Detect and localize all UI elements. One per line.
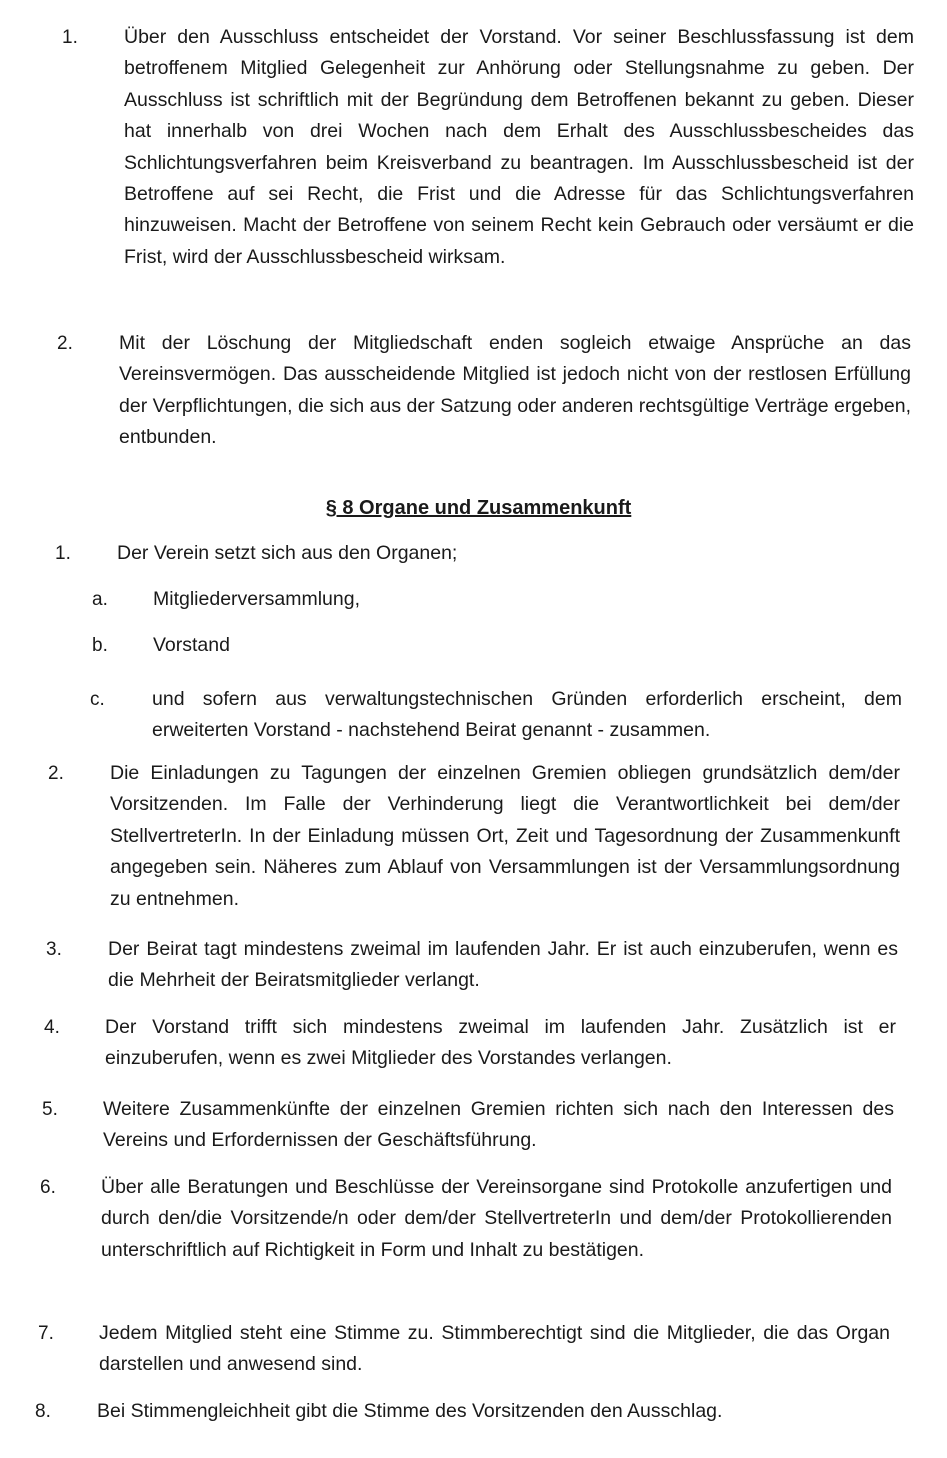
list-item (62, 22, 914, 273)
item-text: Über den Ausschluss entscheidet der Vorstand. Vor seiner Beschlussfassung ist dem betroffenem Mitglied Gelegenheit zur Anhörung oder Stellungsnahme zu geben. Der Ausschluss ist schriftlich mit der Begründung dem Betroffenen bekannt zu geben. Dieser hat innerhalb von drei Wochen nach dem Erhalt des Ausschlussbescheides das Schlichtungsverfahren beim Kreisverband zu beantragen. Im Ausschlussbescheid ist der Betroffene auf sei Recht, die Frist und die Adresse für das Schlichtungsverfahren hinzuweisen. Macht der Betroffene von seinem Recht kein Gebrauch oder versäumt er die Frist, wird der Ausschlussbescheid wirksam. (124, 26, 914, 268)
sub-item-text: Mitgliederversammlung, (153, 588, 360, 610)
list-item (42, 1094, 894, 1157)
sub-item-letter: a. (92, 589, 108, 610)
item-number: 2. (48, 763, 64, 784)
item-text: Mit der Löschung der Mitgliedschaft enden sogleich etwaige Ansprüche an das Vereinsvermögen. Das ausscheidende Mitglied ist jedoch nicht von der restlosen Erfüllung der Verpflichtungen, die sich aus der Satzung oder anderen rechtsgültige Verträge ergeben, entbunden. (119, 332, 911, 449)
list-item (40, 1172, 892, 1266)
list-item (55, 538, 905, 569)
item-number: 5. (42, 1099, 58, 1120)
list-item (57, 328, 911, 454)
item-text: Weitere Zusammenkünfte der einzelnen Gremien richten sich nach den Interessen des Vereins und Erfordernissen der Geschäftsführung. (103, 1098, 894, 1152)
item-number: 3. (46, 939, 62, 960)
sub-item-text: Vorstand (153, 634, 230, 656)
item-number: 8. (35, 1401, 51, 1422)
item-text: Jedem Mitglied steht eine Stimme zu. Stimmberechtigt sind die Mitglieder, die das Organ darstellen und anwesend sind. (99, 1322, 890, 1376)
sub-item (90, 684, 902, 747)
item-number: 2. (57, 333, 73, 354)
item-text: Der Beirat tagt mindestens zweimal im laufenden Jahr. Er ist auch einzuberufen, wenn es die Mehrheit der Beiratsmitglieder verlangt. (108, 938, 898, 992)
sub-item (92, 584, 902, 615)
sub-item-text: und sofern aus verwaltungstechnischen Gründen erforderlich erscheint, dem erweiterten Vorstand - nachstehend Beirat genannt - zusammen. (152, 688, 902, 742)
item-number: 4. (44, 1017, 60, 1038)
item-text: Über alle Beratungen und Beschlüsse der Vereinsorgane sind Protokolle anzufertigen und durch den/die Vorsitzende/n oder dem/der StellvertreterIn und dem/der Protokollierenden unterschriftlich auf Richtigkeit in Form und Inhalt zu bestätigen. (101, 1176, 892, 1261)
item-number: 1. (62, 27, 78, 48)
list-item (46, 934, 898, 997)
item-text: Der Vorstand trifft sich mindestens zweimal im laufenden Jahr. Zusätzlich ist er einzuberufen, wenn es zwei Mitglieder des Vorstandes verlangen. (105, 1016, 896, 1070)
sub-item-letter: c. (90, 689, 105, 710)
list-item (38, 1318, 890, 1381)
list-item (48, 758, 900, 915)
sub-item (92, 630, 902, 661)
item-text: Bei Stimmengleichheit gibt die Stimme des Vorsitzenden den Ausschlag. (97, 1400, 723, 1422)
list-item (44, 1012, 896, 1075)
item-number: 7. (38, 1323, 54, 1344)
item-text: Der Verein setzt sich aus den Organen; (117, 542, 458, 564)
item-number: 1. (55, 543, 71, 564)
list-item (35, 1396, 887, 1427)
item-number: 6. (40, 1177, 56, 1198)
item-text: Die Einladungen zu Tagungen der einzelnen Gremien obliegen grundsätzlich dem/der Vorsitzenden. Im Falle der Verhinderung liegt die Verantwortlichkeit bei dem/der StellvertreterIn. In der Einladung müssen Ort, Zeit und Tagesordnung der Zusammenkunft angegeben sein. Näheres zum Ablauf von Versammlungen ist der Versammlungsordnung zu entnehmen. (110, 762, 900, 910)
section-heading: § 8 Organe und Zusammenkunft (325, 497, 632, 519)
sub-item-letter: b. (92, 635, 108, 656)
